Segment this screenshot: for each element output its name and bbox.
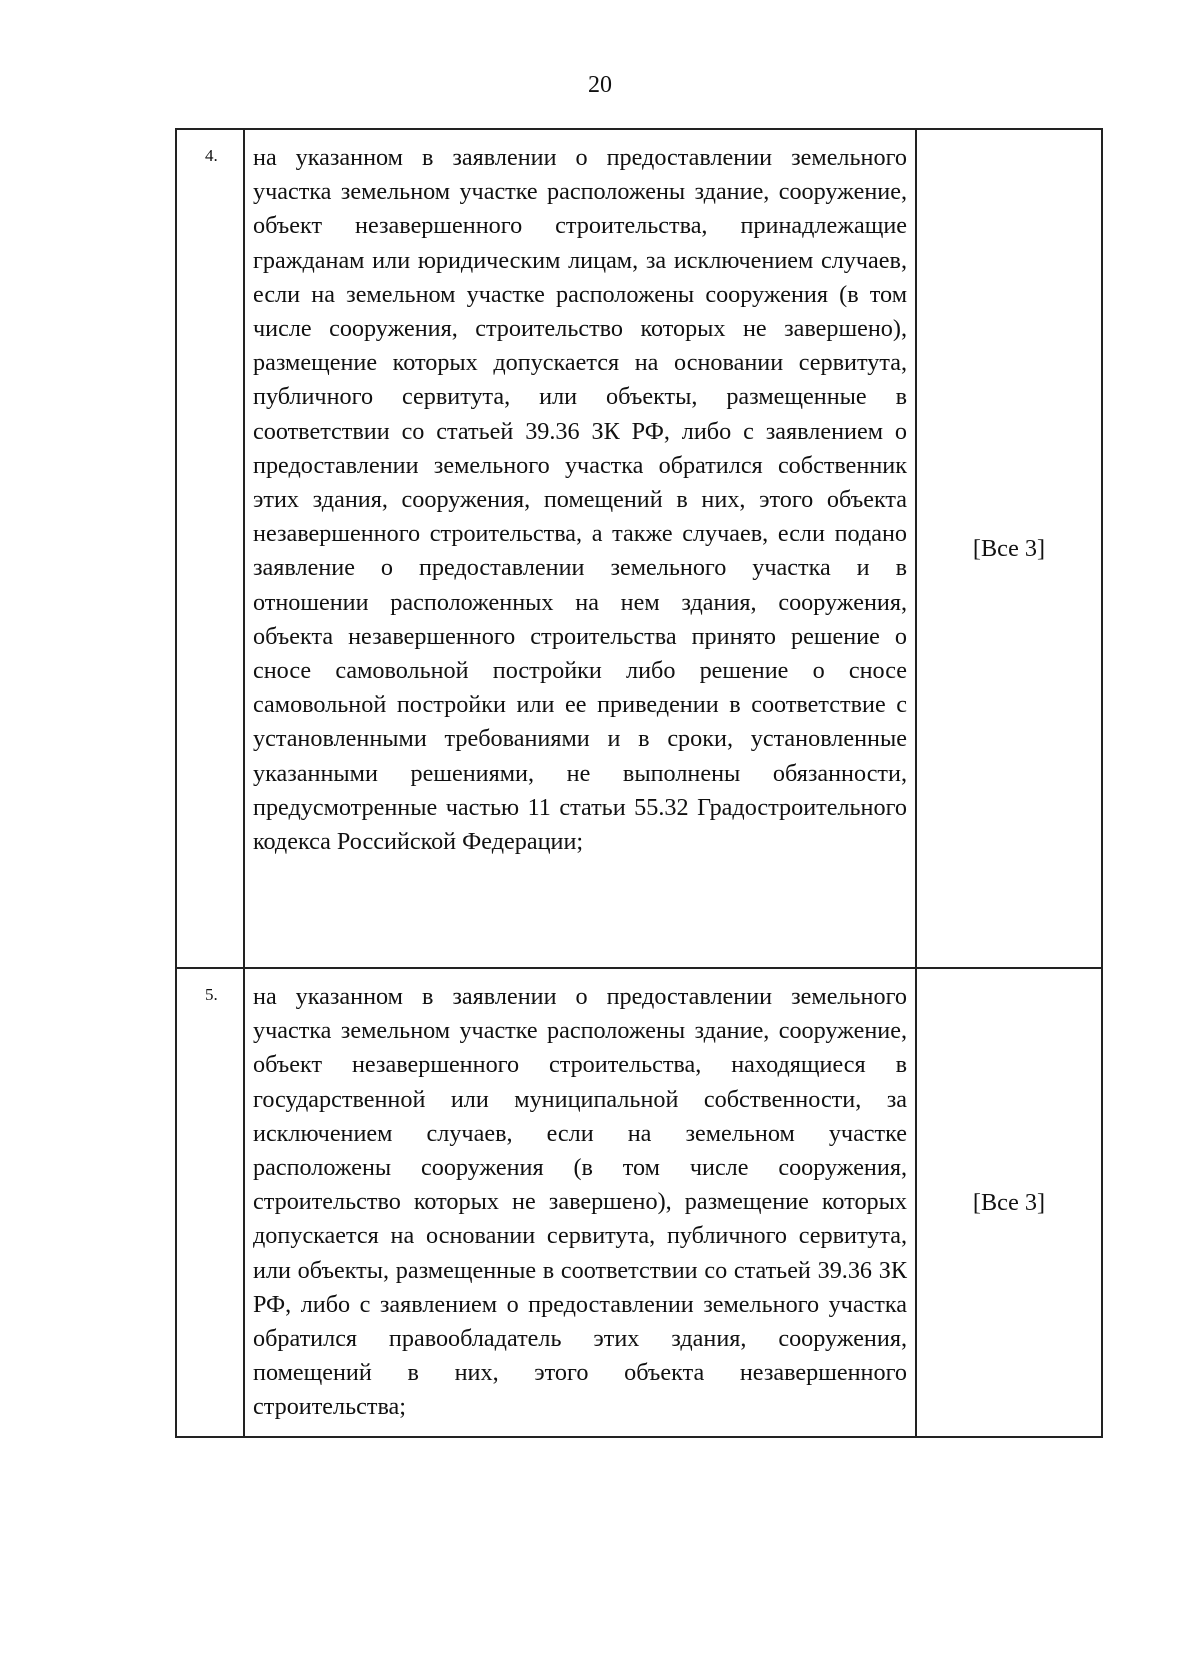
row-reference: [Все 3] (916, 968, 1102, 1437)
table-row (176, 968, 1102, 1437)
row-number: 4. (176, 129, 244, 968)
row-reference: [Все 3] (916, 129, 1102, 968)
table-row (176, 129, 1102, 968)
grounds-table (175, 128, 1103, 1438)
row-number: 5. (176, 968, 244, 1437)
row-text: на указанном в заявлении о предоставлении земельного участка земельном участке расположены здание, сооружение, объект незавершенного строительства, находящиеся в государственной или муниципальной собственности, за исключением случаев, если на земельном участке расположены сооружения (в том числе сооружения, строительство которых не завершено), размещение которых допускается на основании сервитута, публичного сервитута, или объекты, размещенные в соответствии со статьей 39.36 ЗК РФ, либо с заявлением о предоставлении земельного участка обратился правообладатель этих здания, сооружения, помещений в них, этого объекта незавершенного строительства; (244, 968, 916, 1437)
row-text: на указанном в заявлении о предоставлении земельного участка земельном участке расположены здание, сооружение, объект незавершенного строительства, принадлежащие гражданам или юридическим лицам, за исключением случаев, если на земельном участке расположены сооружения (в том числе сооружения, строительство которых не завершено), размещение которых допускается на основании сервитута, публичного сервитута, или объекты, размещенные в соответствии со статьей 39.36 ЗК РФ, либо с заявлением о предоставлении земельного участка обратился собственник этих здания, сооружения, помещений в них, этого объекта незавершенного строительства, а также случаев, если подано заявление о предоставлении земельного участка и в отношении расположенных на нем здания, сооружения, объекта незавершенного строительства принято решение о сносе самовольной постройки либо решение о сносе самовольной постройки или ее приведении в соответствие с установленными требованиями и в сроки, установленные указанными решениями, не выполнены обязанности, предусмотренные частью 11 статьи 55.32 Градостроительного кодекса Российской Федерации; (244, 129, 916, 968)
page-number: 20 (588, 72, 612, 98)
